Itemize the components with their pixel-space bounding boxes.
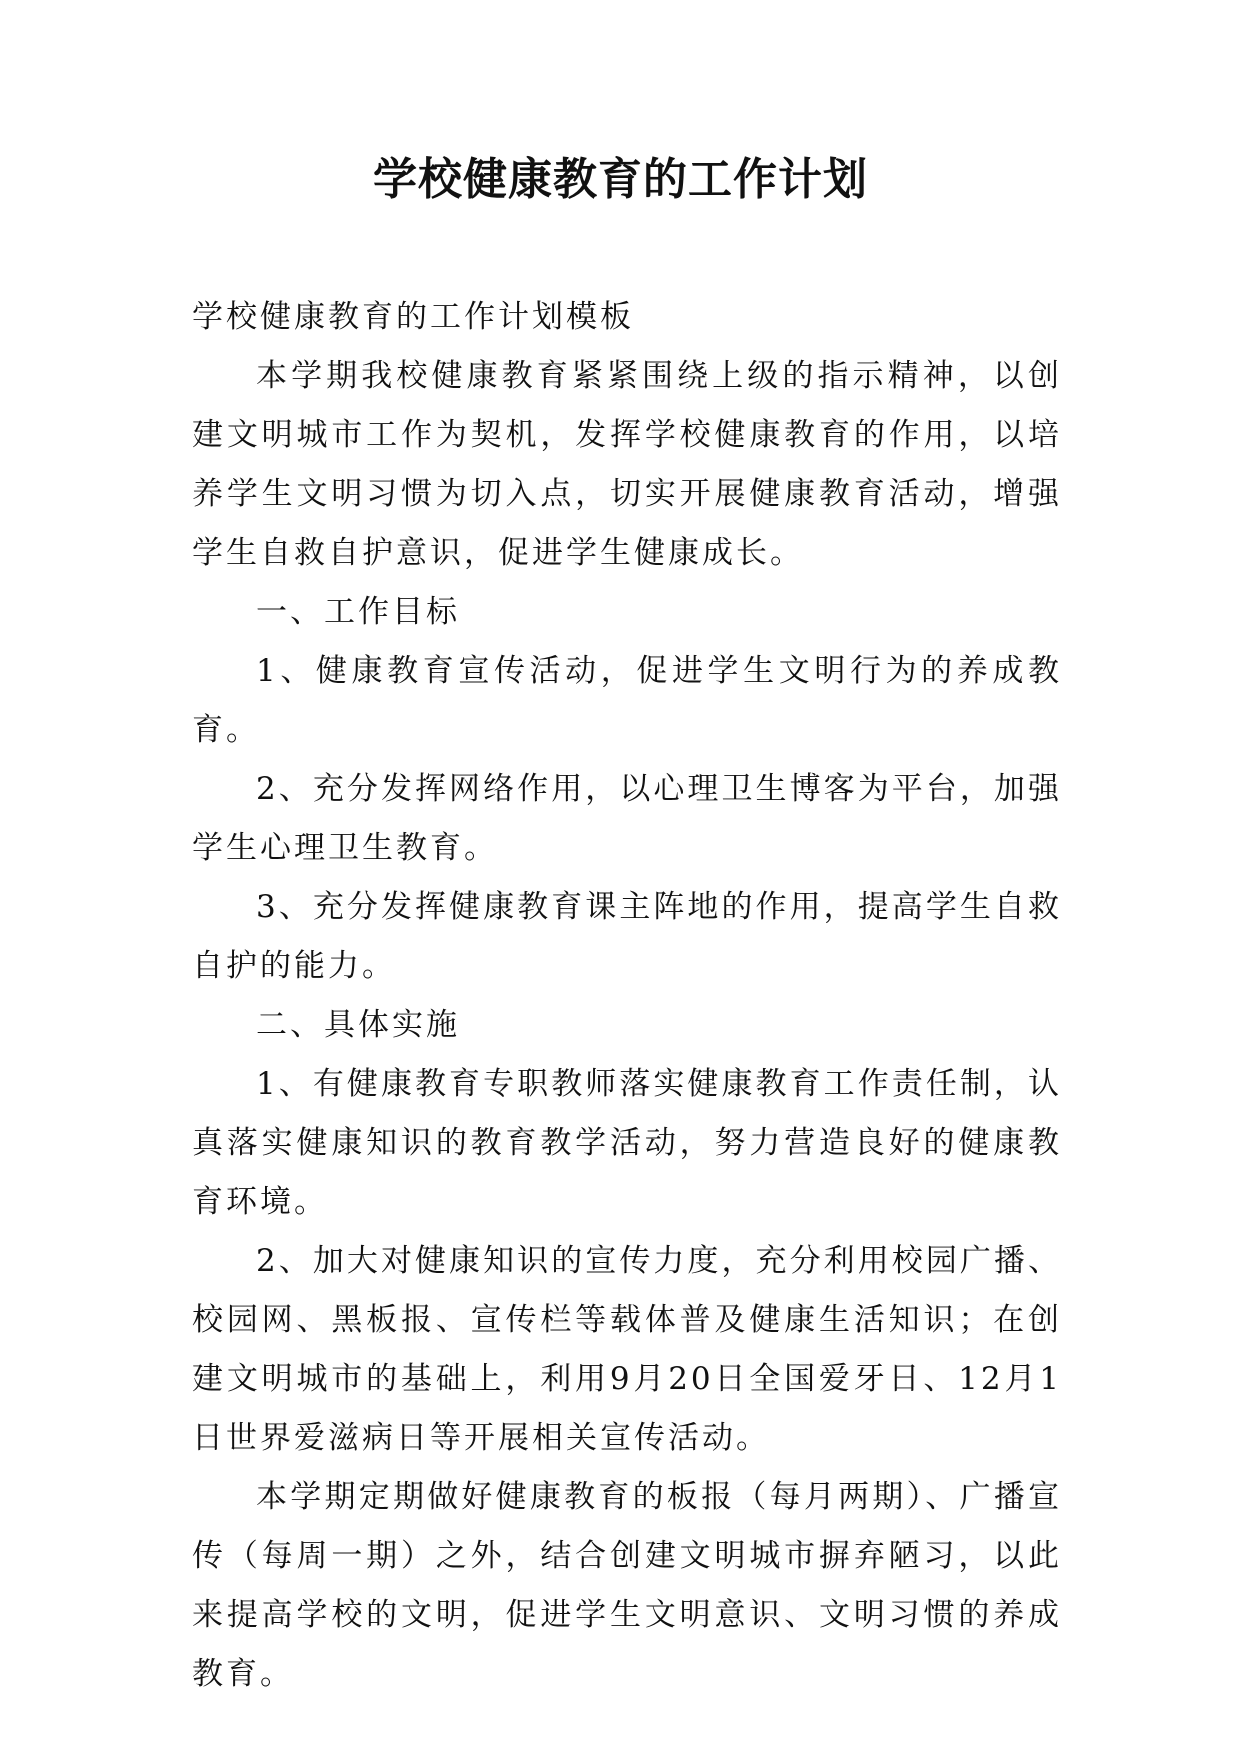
paragraph-goal-2: 2、充分发挥网络作用，以心理卫生博客为平台，加强学生心理卫生教育。: [192, 771, 1062, 866]
paragraph-closing: 本学期定期做好健康教育的板报（每月两期）、广播宣传（每周一期）之外，结合创建文明城市摒弃陋习，以此来提高学校的文明，促进学生文明意识、文明习惯的养成教育。: [192, 1479, 1062, 1692]
paragraph-goal-1: 1、健康教育宣传活动，促进学生文明行为的养成教育。: [192, 653, 1062, 748]
paragraph-goal-3: 3、充分发挥健康教育课主阵地的作用，提高学生自救自护的能力。: [192, 889, 1062, 984]
section-heading-implementation: 二、具体实施: [256, 1007, 460, 1043]
document-subtitle: 学校健康教育的工作计划模板: [192, 299, 634, 335]
section-heading-goals: 一、工作目标: [256, 594, 460, 630]
paragraph-implementation-2: 2、加大对健康知识的宣传力度，充分利用校园广播、校园网、黑板报、宣传栏等载体普及健康生活知识；在创建文明城市的基础上，利用9月20日全国爱牙日、12月1日世界爱滋病日等开展相关宣传活动。: [192, 1243, 1062, 1456]
document-title: 学校健康教育的工作计划: [373, 154, 868, 205]
paragraph-implementation-1: 1、有健康教育专职教师落实健康教育工作责任制，认真落实健康知识的教育教学活动，努力营造良好的健康教育环境。: [192, 1066, 1062, 1220]
paragraph-intro: 本学期我校健康教育紧紧围绕上级的指示精神，以创建文明城市工作为契机，发挥学校健康教育的作用，以培养学生文明习惯为切入点，切实开展健康教育活动，增强学生自救自护意识，促进学生健康成长。: [192, 358, 1062, 571]
document-body: [192, 288, 1062, 1704]
